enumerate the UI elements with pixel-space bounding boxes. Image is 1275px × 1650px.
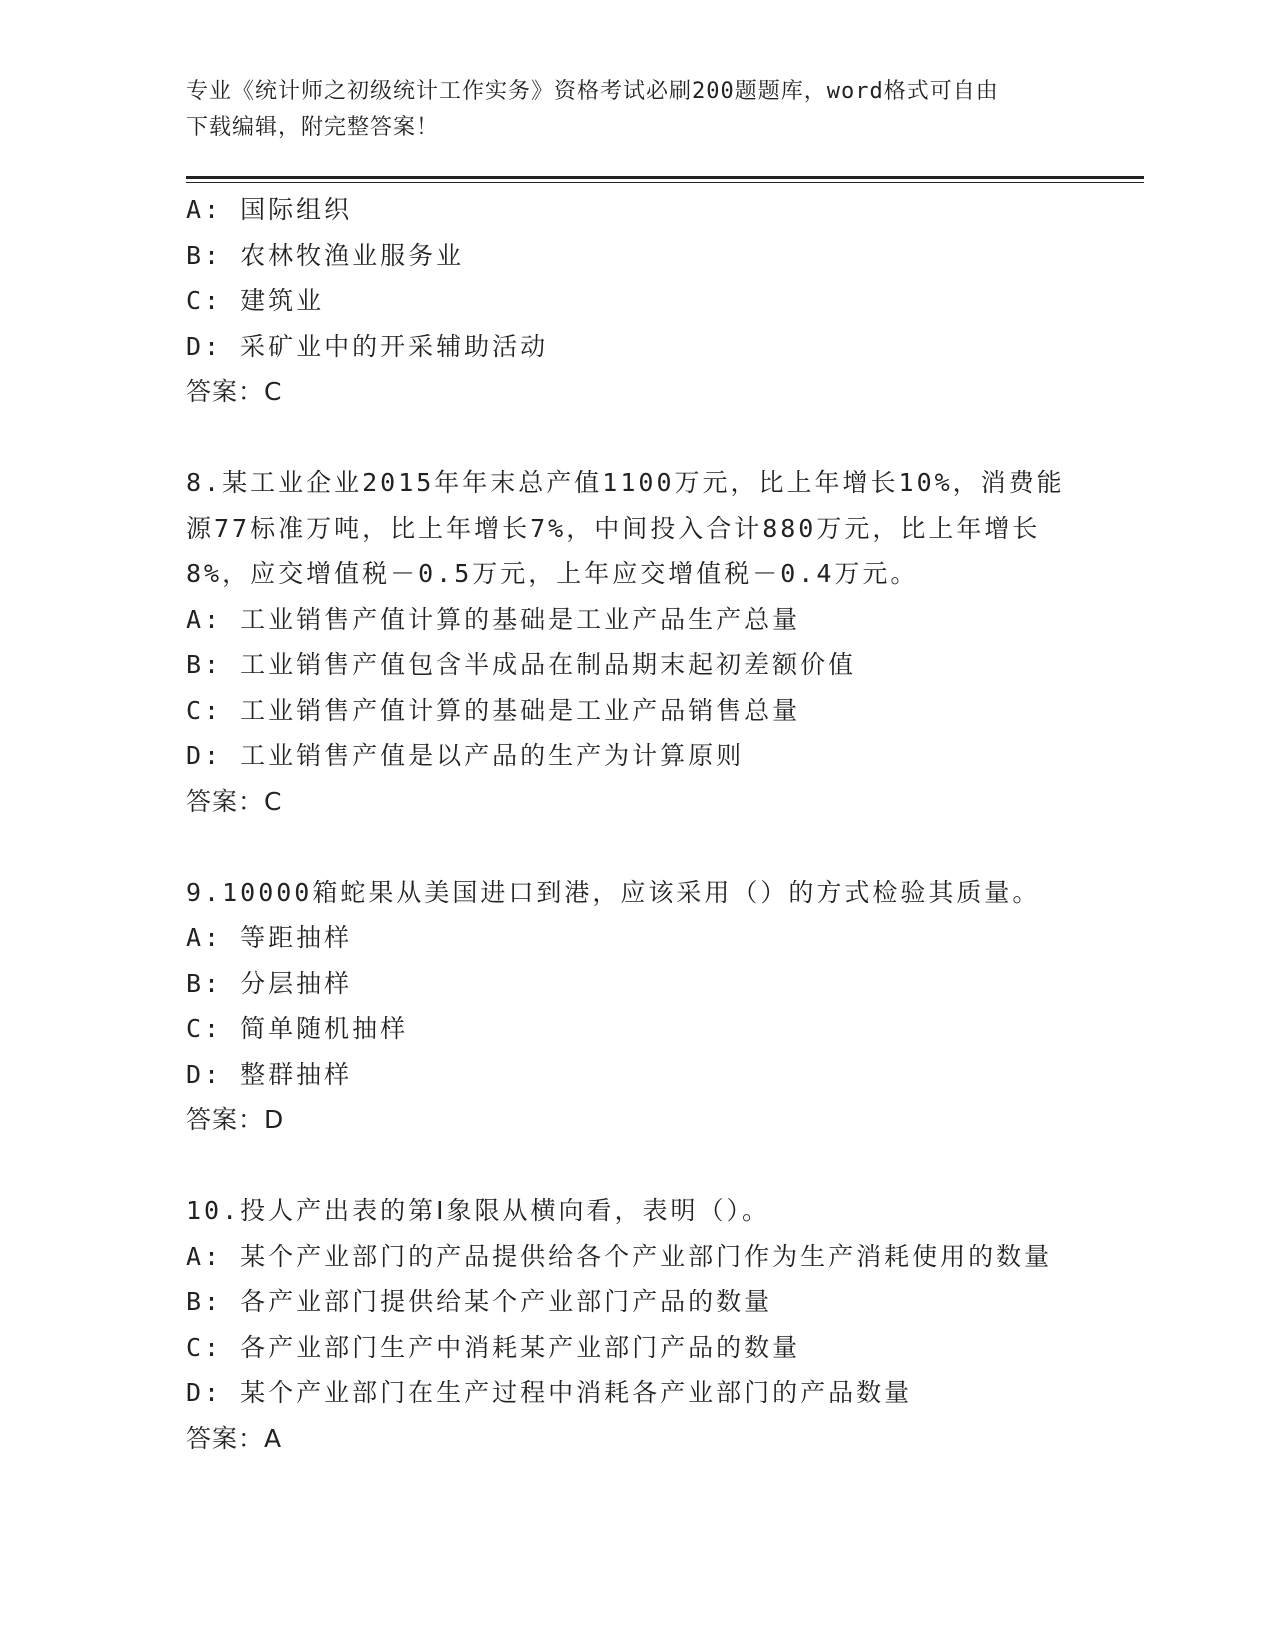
- option-c: C: 各产业部门生产中消耗某产业部门产品的数量: [186, 1332, 801, 1362]
- question-stem-line-2: 源77标准万吨，比上年增长7%，中间投入合计880万元，比上年增长: [186, 513, 1041, 543]
- header-divider-thin: [186, 182, 1144, 183]
- header-line-1: 专业《统计师之初级统计工作实务》资格考试必刷200题题库，word格式可自由: [186, 79, 999, 104]
- question-stem: 9.10000箱蛇果从美国进口到港，应该采用（）的方式检验其质量。: [186, 877, 1041, 907]
- header-line-2: 下载编辑，附完整答案！: [186, 115, 440, 140]
- spacer: [186, 1143, 1136, 1189]
- answer: 答案：C: [186, 377, 283, 406]
- option-d: D: 某个产业部门在生产过程中消耗各产业部门的产品数量: [186, 1378, 913, 1407]
- option-b: B: 分层抽样: [186, 968, 353, 998]
- option-a: A: 等距抽样: [186, 923, 353, 952]
- option-d: D: 工业销售产值是以产品的生产为计算原则: [186, 741, 745, 770]
- spacer: [186, 824, 1136, 870]
- question-10: [186, 1188, 1136, 1461]
- option-c: C: 简单随机抽样: [186, 1014, 409, 1043]
- option-b: B: 工业销售产值包含半成品在制品期末起初差额价值: [186, 650, 857, 679]
- document-header: [186, 74, 1086, 146]
- answer: 答案：C: [186, 786, 283, 816]
- option-a: A: 国际组织: [186, 195, 353, 224]
- option-a: A: 某个产业部门的产品提供给各个产业部门作为生产消耗使用的数量: [186, 1241, 1053, 1271]
- question-stem-line-3: 8%，应交增值税－0.5万元，上年应交增值税－0.4万元。: [186, 559, 919, 588]
- question-9: [186, 870, 1136, 1143]
- option-c: C: 建筑业: [186, 286, 325, 315]
- option-d: D: 采矿业中的开采辅助活动: [186, 331, 549, 361]
- question-content: [186, 187, 1136, 1461]
- question-8: [186, 460, 1136, 824]
- option-d: D: 整群抽样: [186, 1059, 353, 1089]
- question-7: [186, 187, 1136, 415]
- question-stem: 10.投人产出表的第Ⅰ象限从横向看，表明（）。: [186, 1196, 771, 1225]
- option-c: C: 工业销售产值计算的基础是工业产品销售总量: [186, 695, 801, 725]
- option-b: B: 农林牧渔业服务业: [186, 240, 465, 270]
- answer: 答案：A: [186, 1423, 283, 1453]
- header-divider-thick: [186, 176, 1144, 179]
- option-b: B: 各产业部门提供给某个产业部门产品的数量: [186, 1287, 773, 1316]
- question-stem-line-1: 8.某工业企业2015年年末总产值1100万元，比上年增长10%，消费能: [186, 468, 1065, 497]
- option-a: A: 工业销售产值计算的基础是工业产品生产总量: [186, 604, 801, 634]
- spacer: [186, 415, 1136, 461]
- answer: 答案：D: [186, 1105, 285, 1134]
